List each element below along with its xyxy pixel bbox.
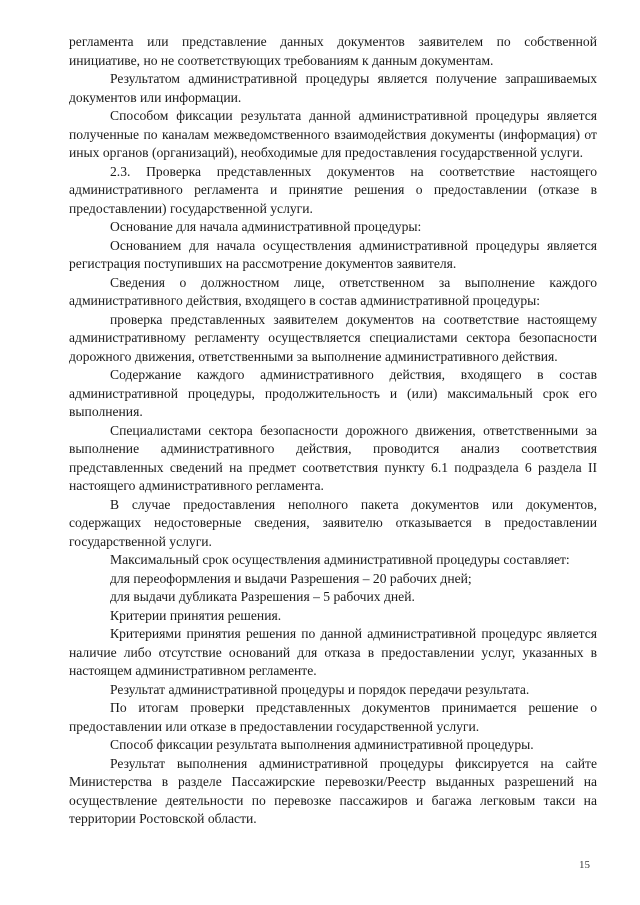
paragraph: По итогам проверки представленных документов принимается решение о предоставлении или отказе в предоставлении государственной услуги.	[69, 700, 597, 734]
paragraph: Критерии принятия решения.	[110, 607, 282, 623]
paragraph: Результат административной процедуры и порядок передачи результата.	[110, 681, 530, 697]
paragraph: регламента или представление данных документов заявителем по собственной инициативе, но не соответствующих требованиям к данным документам.	[69, 34, 597, 68]
paragraph: Результат выполнения административной процедуры фиксируется на сайте Министерства в разделе Пассажирские перевозки/Реестр выданных разрешений на осуществление деятельности по перевозке пассажиров и багажа легковым такси на территории Ростовской области.	[69, 755, 597, 826]
list-item: для переоформления и выдачи Разрешения – 20 рабочих дней;	[110, 570, 472, 586]
paragraph: Способом фиксации результата данной административной процедуры является полученные по каналам межведомственного взаимодействия документы (информация) от иных органов (организаций), необходимые для предоставления государственной услуги.	[69, 108, 597, 160]
section-heading: 2.3. Проверка представленных документов на соответствие настоящего административного регламента и принятие решения о предоставлении (отказе в предоставлении) государственной услуги.	[69, 163, 597, 216]
paragraph: В случае предоставления неполного пакета документов или документов, содержащих недостоверные сведения, заявителю отказывается в предоставлении государственной услуги.	[69, 496, 597, 549]
paragraph: Результатом административной процедуры является получение запрашиваемых документов или информации.	[69, 71, 597, 105]
paragraph: Сведения о должностном лице, ответственном за выполнение каждого административного действия, входящего в состав административной процедуры:	[69, 274, 597, 308]
list-item: для выдачи дубликата Разрешения – 5 рабочих дней.	[110, 589, 415, 604]
page-body-text	[69, 33, 597, 829]
paragraph: Основанием для начала осуществления административной процедуры является регистрация поступивших на рассмотрение документов заявителя.	[69, 237, 597, 271]
paragraph: Максимальный срок осуществления административной процедуры составляет:	[110, 552, 570, 567]
paragraph: Основание для начала административной процедуры:	[110, 219, 422, 234]
paragraph: проверка представленных заявителем документов на соответствие настоящему административному регламенту осуществляется специалистами сектора безопасности дорожного движения, ответственными за выполнение административного действия.	[69, 311, 597, 364]
paragraph: Специалистами сектора безопасности дорожного движения, ответственными за выполнение административного действия, проводится анализ соответствия представленных сведений на предмет соответствия пункту 6.1 подраздела 6 раздела II настоящего административного регламента.	[69, 422, 597, 493]
paragraph: Способ фиксации результата выполнения административной процедуры.	[110, 737, 534, 752]
paragraph: Содержание каждого административного действия, входящего в состав административной процедуры, продолжительность и (или) максимальный срок его выполнения.	[69, 367, 597, 419]
page-number: 15	[579, 859, 590, 871]
paragraph: Критериями принятия решения по данной административной процедурс является наличие либо отсутствие оснований для отказа в предоставлении услуг, указанных в настоящем административном регламенте.	[69, 626, 597, 678]
